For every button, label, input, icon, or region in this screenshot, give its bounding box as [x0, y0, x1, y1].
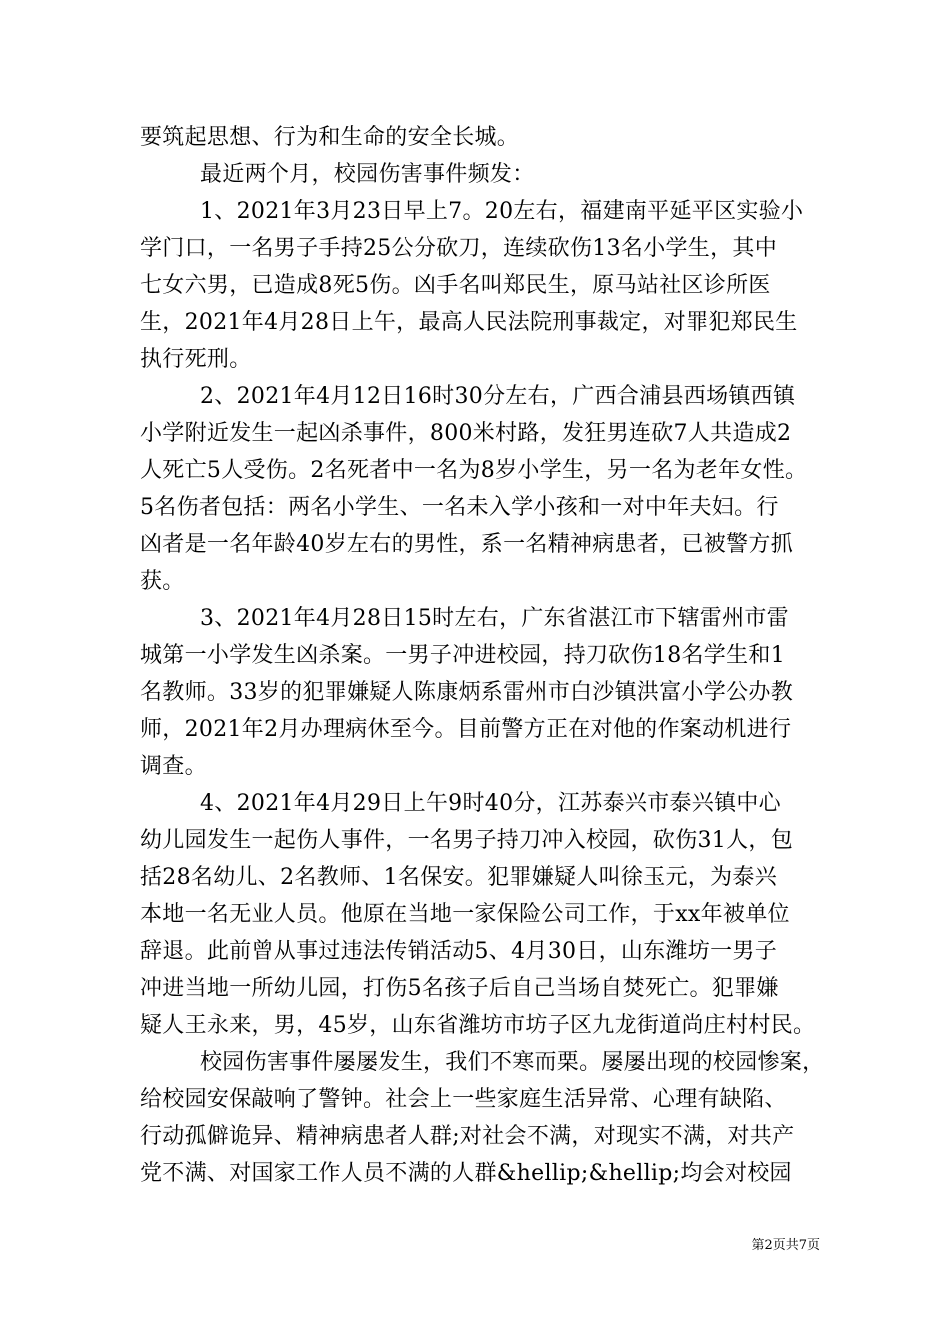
- text-line: 本地一名无业人员。他原在当地一家保险公司工作，于xx年被单位: [140, 902, 790, 927]
- text-line: 1、2021年3月23日早上7。20左右，福建南平延平区实验小: [200, 199, 804, 224]
- text-line: 学门口，一名男子手持25公分砍刀，连续砍伤13名小学生，其中: [140, 236, 777, 261]
- text-line: 行动孤僻诡异、精神病患者人群;对社会不满，对现实不满，对共产: [140, 1124, 795, 1149]
- text-line: 城第一小学发生凶杀案。一男子冲进校园，持刀砍伤18名学生和1: [140, 643, 785, 668]
- text-line: 获。: [140, 569, 185, 594]
- text-line: 生，2021年4月28日上午，最高人民法院刑事裁定，对罪犯郑民生: [140, 310, 798, 335]
- text-line: 人死亡5人受伤。2名死者中一名为8岁小学生，另一名为老年女性。: [140, 458, 808, 483]
- text-line: 党不满、对国家工作人员不满的人群&hellip;&hellip;均会对校园: [140, 1161, 792, 1186]
- text-line: 冲进当地一所幼儿园，打伤5名孩子后自己当场自焚死亡。犯罪嫌: [140, 976, 779, 1001]
- text-line: 凶者是一名年龄40岁左右的男性，系一名精神病患者，已被警方抓: [140, 532, 793, 557]
- text-line: 调查。: [140, 754, 207, 779]
- text-line: 要筑起思想、行为和生命的安全长城。: [140, 125, 520, 150]
- text-line: 名教师。33岁的犯罪嫌疑人陈康炳系雷州市白沙镇洪富小学公办教: [140, 680, 793, 705]
- text-line: 七女六男，已造成8死5伤。凶手名叫郑民生，原马站社区诊所医: [140, 273, 771, 298]
- text-line: 校园伤害事件屡屡发生，我们不寒而栗。屡屡出现的校园惨案，: [200, 1050, 825, 1075]
- text-line: 给校园安保敲响了警钟。社会上一些家庭生活异常、心理有缺陷、: [140, 1087, 787, 1112]
- text-line: 小学附近发生一起凶杀事件，800米村路，发狂男连砍7人共造成2: [140, 421, 792, 446]
- text-line: 辞退。此前曾从事过违法传销活动5、4月30日，山东潍坊一男子: [140, 939, 777, 964]
- text-line: 幼儿园发生一起伤人事件，一名男子持刀冲入校园，砍伤31人，包: [140, 828, 793, 853]
- text-line: 3、2021年4月28日15时左右，广东省湛江市下辖雷州市雷: [200, 606, 789, 631]
- text-line: 2、2021年4月12日16时30分左右，广西合浦县西场镇西镇: [200, 384, 796, 409]
- text-line: 最近两个月，校园伤害事件频发：: [200, 162, 535, 187]
- text-line: 4、2021年4月29日上午9时40分，江苏泰兴市泰兴镇中心: [200, 791, 781, 816]
- text-line: 师，2021年2月办理病休至今。目前警方正在对他的作案动机进行: [140, 717, 792, 742]
- text-line: 执行死刑。: [140, 347, 252, 372]
- text-line: 5名伤者包括：两名小学生、一名未入学小孩和一对中年夫妇。行: [140, 495, 779, 520]
- text-line: 疑人王永来，男，45岁，山东省潍坊市坊子区九龙街道尚庄村村民。: [140, 1013, 816, 1038]
- page-number: 第2页共7页: [751, 1238, 820, 1253]
- text-line: 括28名幼儿、2名教师、1名保安。犯罪嫌疑人叫徐玉元，为泰兴: [140, 865, 777, 890]
